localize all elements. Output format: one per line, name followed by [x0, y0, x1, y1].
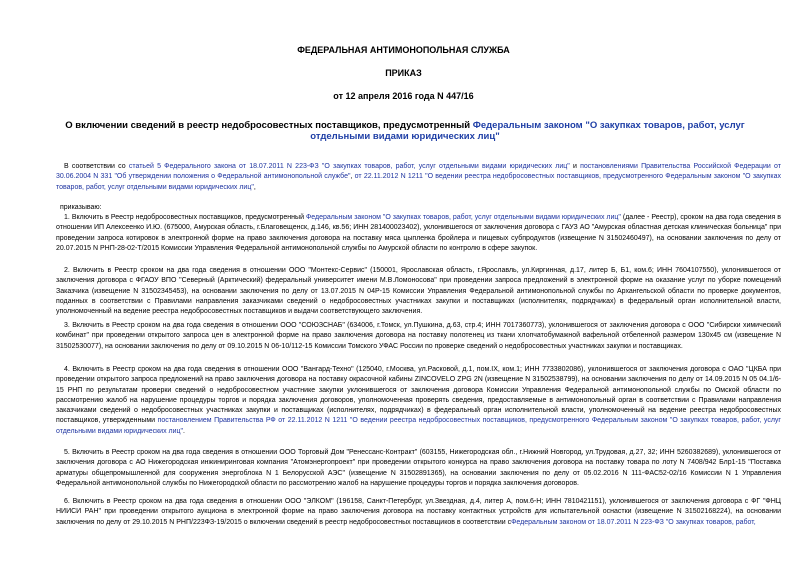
item-4-text-a: 4. Включить в Реестр сроком на два года сведения в отношении ООО "Вангард-Техно" (125040, г.Москва, ул.Расковой, д.1, пом.IX, ком.1; ИНН 7733802086), уклонившегося от заключения договора с ОАО "ЦКБА при проведении открытого запроса предложений на право заключения договора на поставку окрасочной кабины ZINCOVELO ZPG 2N (извещение N 31502538799), на основании заключения по делу от 14.09.2015 N 05 04.1/6-15 РНП по результатам проверки сведений о недобросовестном участнике закупки уклонившегося от заключения договора Комиссии Управления Федеральной антимонопольной службы по Омской области по рассмотрению жалоб на нарушение процедуры торгов и порядка заключения договоров, уполномоченная проверять сведения, предоставляемые в антимонопольный орган в соответствии с Правилами направления заказчиками сведений о недобросовестных участниках закупки и поставщиках (исполнителях, подрядчиках) в федеральный орган исполнительной власти, уполномоченный на ведение реестра недобросовестных поставщиков, утвержденными: [56, 366, 781, 425]
document-type: ПРИКАЗ: [385, 68, 422, 78]
item-6-law-link[interactable]: Федеральным законом от 18.07.2011 N 223-ФЗ "О закупках товаров, работ,: [511, 518, 756, 526]
item-1: [56, 213, 781, 254]
intro-link-resolution-1211[interactable]: от 22.11.2012 N 1211 "О ведении реестра недобросовестных поставщиков, предусмотренного Федеральным законом "О закупках товаров, работ, услуг отдельными видами юридических лиц": [56, 173, 781, 191]
item-4-resolution-link[interactable]: постановлением Правительства РФ от 22.11.2012 N 1211 "О ведении реестра недобросовестных поставщиков, предусмотренного Федеральным законом "О закупках товаров, работ, услуг отдельными видами юридических лиц": [56, 417, 781, 435]
item-1-text-a: 1. Включить в Реестр недобросовестных поставщиков, предусмотренный: [64, 214, 306, 221]
intro-paragraph: [56, 162, 781, 193]
item-3: 3. Включить в Реестр сроком на два года сведения в отношении ООО "СОЮЗСНАБ" (634006, г.Томск, ул.Пушкина, д.63, стр.4; ИНН 7017360773), уклонившегося от заключения договора с ООО "Сибирски химический комбинат" при проведении открытого запроса цен в электронной форме на право заключения договора на поставку полотенец из ткани хлопчатобумажной вафельной отбеленной размером 130х45 см (извещение N 31502530077), на основании заключения по делу от 09.10.2015 N 06-10/112-15 Комиссии Томского УФАС России по проверке сведений о недобросовестных участниках закупки и поставщиках.: [56, 322, 781, 350]
item-6-text-a: 6. Включить в Реестр сроком на два года сведения в отношении ООО "ЭЛКОМ" (196158, Санкт-Петербург, ул.Звездная, д.4, литер А, пом.6-Н; ИНН 7810421151), уклонившегося от заключения договора с ФГ "ФНЦ НИИСИ РАН" при проведении открытого аукциона в электронной форме на право заключения договора на поставку контактных устройств для испытательной оснастки (извещение N 31502168224), на основании заключения по делу от 29.10.2015 N РНП/223ФЗ-19/2015 о включении сведений в реестр недобросовестных поставщиков в соответствии с: [56, 498, 781, 526]
item-2: 2. Включить в Реестр сроком на два года сведения в отношении ООО "Монтекс-Сервис" (150001, Ярославская область, г.Ярославль, ул.Киргинная, д.17, литер Б, Б1, ком.6; ИНН 7604107550), уклонившегося от заключения договора с ФГАОУ ВПО "Северный (Арктический) федеральный университет имени М.В.Ломоносова" при проведении запроса предложений в электронной форме на оказание услуг по уборке помещений Заказчика (извещение N 31502345453), на основании заключения по делу от 13.07.2015 N 04Р-15 Комиссии Управления Федеральной антимонопольной службы по Архангельской области по проверке документов, поданных в соответствии с Правилами направления заказчиками сведений о недобросовестных участниках закупки и поставщиках (исполнителях, подрядчиках) в федеральный орган исполнительной власти, уполномоченный на ведение реестра недобросовестных поставщиков и выдачи соответствующего заключения.: [56, 267, 781, 316]
item-4-text-c: .: [183, 427, 185, 435]
title-text: О включении сведений в реестр недобросовестных поставщиков, предусмотренный: [65, 120, 473, 131]
item-1-text-c: (далее - Реестр), сроком на два года сведения в отношении ИП Алексеенко И.Ю. (675000, Амурская область, г.Благовещенск, д.146, кв.56; ИНН 281400023402), уклонившегося от заключения договора с ГАУЗ АО "Амурская областная детская клиническая больница" при проведении запроса котировок в электронной форме на право заключения договора на поставку мяса цыпленка бройлера и пищевых субпродуктов (извещение N 31502460497), на основании заключения по делу от 20.07.2015 N РНП-28-02-Т/2015 Комиссии Управления Федеральной антимонопольной службы по Амурской области по контролю в сфере закупок.: [56, 214, 781, 252]
item-5: 5. Включить в Реестр сроком на два года сведения в отношении ООО Торговый Дом "Ренессанс-Контракт" (603155, Нижегородская обл., г.Нижний Новгород, ул.Трудовая, д.27, 32; ИНН 5260382689), уклонившегося от заключения договора с АО Нижегородская инжиниринговая компания "Атомэнергопроект" при проведении открытого конкурса на право заключения договора на поставку товара по лоту N 7408/942 Блр1-15 "Поставка арматуры общепромышленной для сооружения энергоблока N 1 Белорусской АЭС" (извещение N 31502891365), на основании заключения по делу от 05.02.2016 N 111-ФАС52-02/16 Комиссии N 1 Управления Федеральной антимонопольной службы по Нижегородской области по рассмотрению жалоб на нарушение процедуры торгов и порядка заключения договоров.: [56, 449, 781, 487]
document-date: от 12 апреля 2016 года N 447/16: [333, 91, 474, 101]
title-law-link[interactable]: Федеральным законом "О закупках товаров, работ, услуг отдельными видами юридических лиц": [310, 120, 745, 142]
document-title: [40, 120, 770, 142]
item-1-law-link[interactable]: Федеральным законом "О закупках товаров, работ, услуг отдельными видами юридических лиц": [305, 214, 621, 221]
agency-name: ФЕДЕРАЛЬНАЯ АНТИМОНОПОЛЬНАЯ СЛУЖБА: [297, 45, 510, 55]
intro-link-resolution-331[interactable]: постановлениями Правительства Российской Федерации от 30.06.2004 N 331 "Об утверждении положения о Федеральной антимонопольной службе": [56, 163, 781, 181]
intro-text-a: В соответствии со: [64, 163, 129, 170]
intro-text-g: ,: [253, 183, 256, 191]
item-4: [56, 365, 781, 437]
item-6: [56, 497, 781, 528]
intro-text-c: и: [569, 163, 581, 170]
order-word: приказываю:: [60, 204, 102, 211]
intro-text-e: ,: [350, 173, 355, 181]
intro-link-article5[interactable]: статьей 5 Федерального закона от 18.07.2011 N 223-ФЗ "О закупках товаров, работ, услуг отдельными видами юридических лиц": [128, 163, 570, 170]
